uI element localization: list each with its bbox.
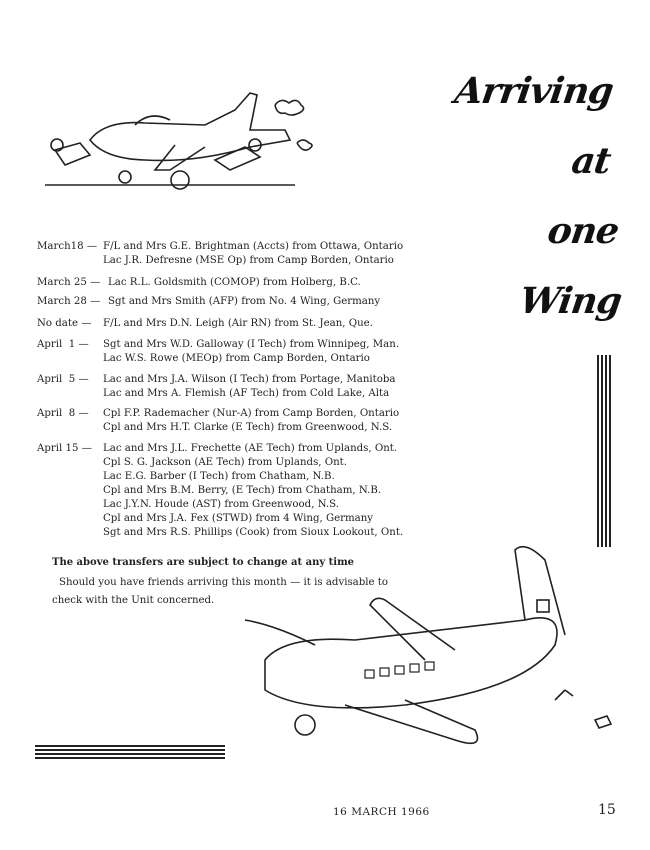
arrival-date: April 15 — (37, 443, 92, 454)
arrival-line: Lac R.L. Goldsmith (COMOP) from Holberg, B.C. (108, 277, 361, 288)
footer-date: 16 MARCH 1966 (333, 806, 430, 818)
arrival-line: Sgt and Mrs R.S. Phillips (Cook) from Sioux Lookout, Ont. (103, 527, 404, 538)
arrival-line: Lac E.G. Barber (I Tech) from Chatham, N.B. (103, 471, 335, 482)
title-word-at: at (569, 140, 613, 182)
advice-paragraph: Should you have friends arriving this month — it is advisable to check with the Unit concerned. (52, 577, 389, 606)
arrival-date: April 1 — (37, 339, 89, 350)
arrival-date: April 8 — (37, 408, 89, 419)
arrival-line: Cpl S. G. Jackson (AE Tech) from Uplands, Ont. (103, 457, 348, 468)
arrival-line: Cpl and Mrs H.T. Clarke (E Tech) from Greenwood, N.S. (103, 422, 393, 433)
arrival-line: Cpl F.P. Rademacher (Nur-A) from Camp Borden, Ontario (103, 408, 400, 419)
title-word-arriving: Arriving (452, 70, 616, 112)
title-word-wing: Wing (517, 280, 624, 322)
arrival-date: March 25 — (37, 277, 101, 288)
crashed-plane-cartoon-illustration (225, 540, 635, 770)
arrival-line: Lac and Mrs J.A. Wilson (I Tech) from Portage, Manitoba (103, 374, 396, 385)
arrival-entry (37, 295, 381, 309)
arrival-entry (37, 240, 404, 266)
arrival-entry (37, 442, 404, 538)
arrival-line: Cpl and Mrs B.M. Berry, (E Tech) from Chatham, N.B. (103, 485, 382, 496)
arrival-line: Lac J.Y.N. Houde (AST) from Greenwood, N.S. (103, 499, 340, 510)
arrival-entry (37, 276, 361, 290)
page-number: 15 (598, 802, 616, 818)
arrival-entry (37, 317, 373, 331)
arrival-line: Lac and Mrs A. Flemish (AF Tech) from Cold Lake, Alta (103, 388, 390, 399)
decorative-horizontal-rules (35, 745, 225, 760)
arrival-date: April 5 — (37, 374, 89, 385)
arrival-line: Lac J.R. Defresne (MSE Op) from Camp Borden, Ontario (103, 255, 394, 266)
arrival-line: Lac and Mrs J.L. Frechette (AE Tech) from Uplands, Ont. (103, 443, 398, 454)
arrival-line: Cpl and Mrs J.A. Fex (STWD) from 4 Wing, Germany (103, 513, 374, 524)
arrival-line: Sgt and Mrs W.D. Galloway (I Tech) from Winnipeg, Man. (103, 339, 400, 350)
arrival-line: F/L and Mrs D.N. Leigh (Air RN) from St. Jean, Que. (103, 318, 373, 329)
title-word-one: one (545, 210, 622, 252)
arrival-date: No date — (37, 318, 92, 329)
arrival-entry (37, 338, 400, 364)
arrival-date: March 28 — (37, 296, 101, 307)
jet-cartoon-illustration (35, 85, 325, 200)
arrival-entry (37, 373, 396, 399)
arrival-line: F/L and Mrs G.E. Brightman (Accts) from Ottawa, Ontario (103, 241, 404, 252)
decorative-vertical-rules (597, 355, 613, 547)
arrival-entry (37, 407, 400, 433)
arrival-date: March18 — (37, 241, 98, 252)
arrival-line: Sgt and Mrs Smith (AFP) from No. 4 Wing, Germany (108, 296, 381, 307)
transfer-note: The above transfers are subject to change at any time (52, 557, 355, 568)
arrival-line: Lac W.S. Rowe (MEOp) from Camp Borden, Ontario (103, 353, 370, 364)
